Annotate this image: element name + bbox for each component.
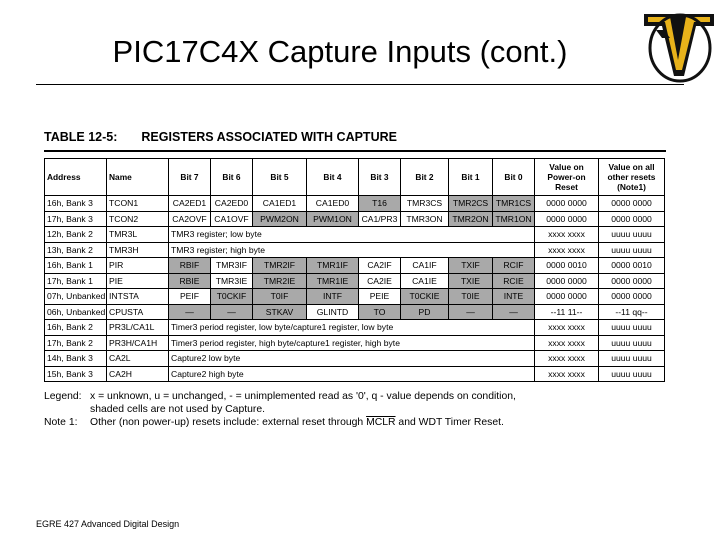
table-cell: uuuu uuuu [599,242,665,258]
table-cell: TO [359,304,401,320]
table-row [45,273,665,289]
table-cell: uuuu uuuu [599,351,665,367]
table-cell: T0IF [253,289,307,305]
column-header: Bit 0 [493,159,535,196]
table-cell: 06h, Unbanked [45,304,107,320]
table-cell: xxxx xxxx [535,227,599,243]
table-cell: 0000 0000 [599,289,665,305]
slide-footer: EGRE 427 Advanced Digital Design [36,519,180,529]
table-cell: T0CKIE [401,289,449,305]
university-logo [640,8,718,86]
column-header: Value on all other resets (Note1) [599,159,665,196]
table-cell: INTE [493,289,535,305]
table-cell: xxxx xxxx [535,242,599,258]
table-cell: TMR2IF [253,258,307,274]
slide-title: PIC17C4X Capture Inputs (cont.) [112,34,568,69]
table-cell: — [449,304,493,320]
register-table-figure [44,130,666,429]
table-row [45,227,665,243]
column-header: Name [107,159,169,196]
legend-text-2: shaded cells are not used by Capture. [90,404,266,415]
table-cell: INTF [307,289,359,305]
table-cell: CA2L [107,351,169,367]
table-cell: 0000 0010 [599,258,665,274]
table-cell: 16h, Bank 2 [45,320,107,336]
table-cell: RBIE [169,273,211,289]
table-cell: 17h, Bank 2 [45,335,107,351]
table-cell: --11 qq-- [599,304,665,320]
table-row [45,211,665,227]
table-cell: xxxx xxxx [535,320,599,336]
table-cell: Capture2 low byte [169,351,535,367]
table-cell: CA1ED1 [253,196,307,212]
table-cell: CA1IE [401,273,449,289]
table-cell: 0000 0000 [535,273,599,289]
table-cell: PR3L/CA1L [107,320,169,336]
column-header: Bit 2 [401,159,449,196]
table-row [45,196,665,212]
table-cell: TMR1CS [493,196,535,212]
table-title [44,130,666,152]
note-text: Other (non power-up) resets include: external reset through MCLR and WDT Timer Reset. [90,417,504,428]
table-cell: CA2IE [359,273,401,289]
table-row [45,258,665,274]
table-cell: T0CKIF [211,289,253,305]
note-label: Note 1: [44,417,78,428]
table-cell: TMR2IE [253,273,307,289]
table-cell: uuuu uuuu [599,227,665,243]
column-header: Address [45,159,107,196]
table-cell: 0000 0000 [599,196,665,212]
table-cell: — [493,304,535,320]
table-cell: TMR3H [107,242,169,258]
column-header: Bit 6 [211,159,253,196]
column-header: Bit 4 [307,159,359,196]
table-cell: xxxx xxxx [535,366,599,382]
table-cell: TMR3CS [401,196,449,212]
table-row [45,320,665,336]
table-cell: 07h, Unbanked [45,289,107,305]
table-cell: TCON1 [107,196,169,212]
table-cell: TMR1IF [307,258,359,274]
column-header: Bit 7 [169,159,211,196]
table-cell: uuuu uuuu [599,320,665,336]
table-cell: — [211,304,253,320]
table-cell: xxxx xxxx [535,335,599,351]
table-cell: TXIF [449,258,493,274]
table-cell: CA1ED0 [307,196,359,212]
table-cell: PD [401,304,449,320]
table-cell: --11 11-- [535,304,599,320]
table-cell: 14h, Bank 3 [45,351,107,367]
table-cell: Capture2 high byte [169,366,535,382]
table-cell: uuuu uuuu [599,335,665,351]
mclr-signal: MCLR [366,417,396,428]
table-cell: 0000 0010 [535,258,599,274]
table-row [45,335,665,351]
table-cell: PEIE [359,289,401,305]
table-cell: RBIF [169,258,211,274]
table-cell: TMR3IF [211,258,253,274]
table-cell: RCIE [493,273,535,289]
table-cell: RCIF [493,258,535,274]
table-cell: 12h, Bank 2 [45,227,107,243]
table-cell: 0000 0000 [535,196,599,212]
table-cell: 15h, Bank 3 [45,366,107,382]
table-cell: PIR [107,258,169,274]
table-cell: xxxx xxxx [535,351,599,367]
table-row [45,366,665,382]
table-cell: 0000 0000 [599,273,665,289]
table-cell: CA2H [107,366,169,382]
table-caption: REGISTERS ASSOCIATED WITH CAPTURE [141,130,397,144]
table-cell: CPUSTA [107,304,169,320]
table-cell: T0IE [449,289,493,305]
table-cell: T16 [359,196,401,212]
column-header: Value on Power-on Reset [535,159,599,196]
table-cell: 0000 0000 [599,211,665,227]
table-cell: TMR2ON [449,211,493,227]
table-cell: CA2IF [359,258,401,274]
table-cell: 13h, Bank 2 [45,242,107,258]
table-cell: CA1IF [401,258,449,274]
table-row [45,304,665,320]
table-cell: uuuu uuuu [599,366,665,382]
register-table [44,158,665,382]
table-cell: TMR3IE [211,273,253,289]
table-cell: CA2ED1 [169,196,211,212]
table-cell: TMR3 register; low byte [169,227,535,243]
table-cell: GLINTD [307,304,359,320]
table-cell: INTSTA [107,289,169,305]
table-header-row [45,159,665,196]
title-divider [36,84,684,85]
legend-text: x = unknown, u = unchanged, - = unimplemented read as '0', q - value depends on condition, [90,391,516,402]
table-cell: CA2ED0 [211,196,253,212]
table-cell: Timer3 period register, low byte/capture1 register, low byte [169,320,535,336]
table-number: TABLE 12-5: [44,130,118,144]
table-cell: PEIF [169,289,211,305]
table-cell: TMR3L [107,227,169,243]
table-row [45,351,665,367]
table-legend [44,390,666,429]
table-cell: PR3H/CA1H [107,335,169,351]
column-header: Bit 3 [359,159,401,196]
table-cell: 16h, Bank 1 [45,258,107,274]
table-cell: TXIE [449,273,493,289]
table-cell: PWM2ON [253,211,307,227]
table-cell: CA1/PR3 [359,211,401,227]
table-cell: Timer3 period register, high byte/capture1 register, high byte [169,335,535,351]
table-cell: 0000 0000 [535,289,599,305]
table-cell: CA1OVF [211,211,253,227]
table-cell: TMR3ON [401,211,449,227]
table-cell: PIE [107,273,169,289]
legend-label: Legend: [44,391,82,402]
table-cell: STKAV [253,304,307,320]
table-cell: TMR2CS [449,196,493,212]
table-cell: TCON2 [107,211,169,227]
table-cell: TMR3 register; high byte [169,242,535,258]
table-row [45,289,665,305]
table-cell: 17h, Bank 1 [45,273,107,289]
table-cell: — [169,304,211,320]
table-cell: TMR1ON [493,211,535,227]
column-header: Bit 5 [253,159,307,196]
table-row [45,242,665,258]
table-cell: 0000 0000 [535,211,599,227]
table-cell: 17h, Bank 3 [45,211,107,227]
table-cell: PWM1ON [307,211,359,227]
table-cell: TMR1IE [307,273,359,289]
table-cell: 16h, Bank 3 [45,196,107,212]
table-cell: CA2OVF [169,211,211,227]
column-header: Bit 1 [449,159,493,196]
